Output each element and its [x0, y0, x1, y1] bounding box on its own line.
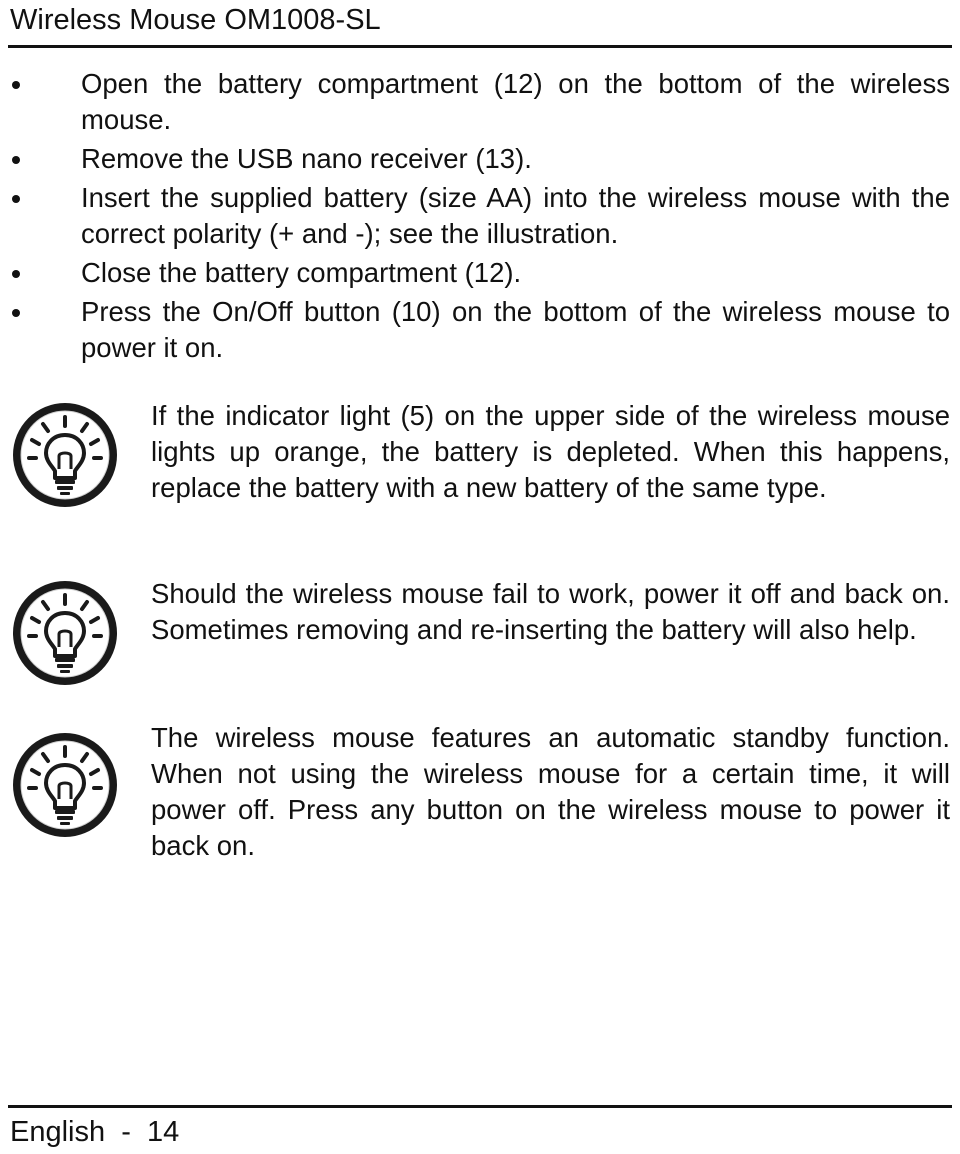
tip-text: If the indicator light (5) on the upper side of the wireless mouse lights up orange, the battery is depleted. When this happens, replace the battery with a new battery of the same type. [151, 400, 950, 503]
tip-text: The wireless mouse features an automatic standby function. When not using the wireless mouse for a certain time, it will power off. Press any button on the wireless mouse to power it back on. [151, 722, 950, 861]
list-item-text: Open the battery compartment (12) on the bottom of the wireless mouse. [81, 68, 950, 135]
list-item-text: Insert the supplied battery (size AA) into the wireless mouse with the correct polarity (+ and -); see the illustration. [81, 182, 950, 249]
bullet-icon [12, 270, 20, 278]
bullet-icon [12, 156, 20, 164]
instruction-list [0, 66, 960, 369]
list-item [0, 141, 960, 177]
list-item-text: Close the battery compartment (12). [81, 257, 522, 288]
lightbulb-icon [10, 398, 120, 512]
page-footer: English - 14 [10, 1116, 180, 1148]
list-item-text: Press the On/Off button (10) on the bottom of the wireless mouse to power it on. [81, 296, 950, 363]
bullet-icon [12, 81, 20, 89]
lightbulb-icon [10, 728, 120, 842]
list-item [0, 255, 960, 291]
header-divider [8, 45, 952, 48]
list-item-text: Remove the USB nano receiver (13). [81, 143, 532, 174]
list-item [0, 66, 960, 138]
bullet-icon [12, 309, 20, 317]
lightbulb-icon [10, 576, 120, 690]
list-item [0, 294, 960, 366]
tip-text: Should the wireless mouse fail to work, power it off and back on. Sometimes removing and re-inserting the battery will also help. [151, 578, 950, 645]
list-item [0, 180, 960, 252]
bullet-icon [12, 195, 20, 203]
page-header-title: Wireless Mouse OM1008-SL [10, 4, 381, 36]
footer-divider [8, 1105, 952, 1108]
